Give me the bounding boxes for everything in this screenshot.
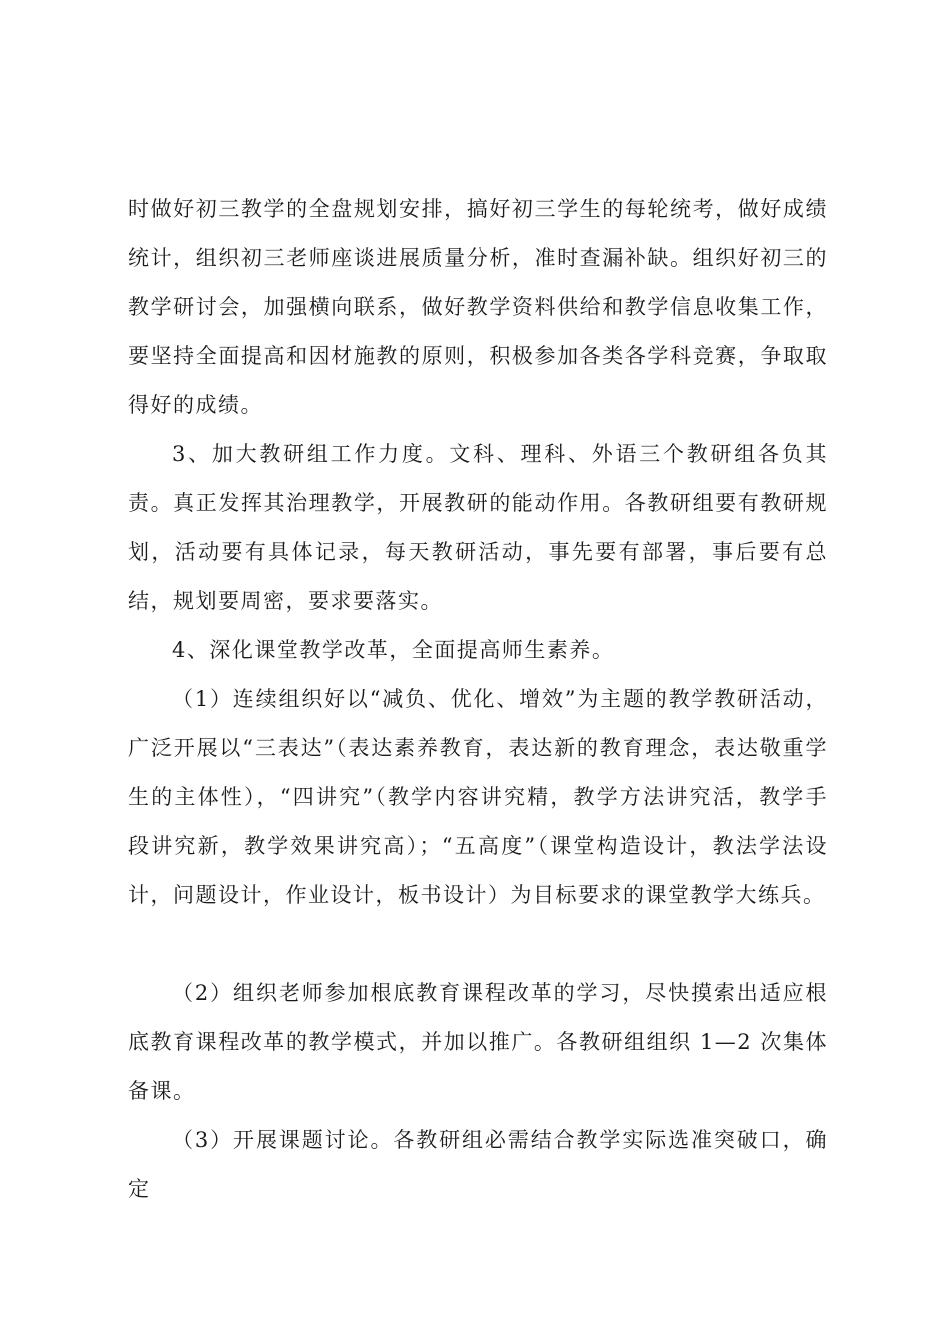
paragraph-2: 3、加大教研组工作力度。文科、理科、外语三个教研组各负其责。真正发挥其治理教学，开展教研的能动作用。各教研组要有教研规划，活动要有具体记录，每天教研活动，事先要有部署，事后要有总结，规划要周密，要求要落实。 xyxy=(128,442,828,613)
paragraph-6: （3）开展课题讨论。各教研组必需结合教学实际选准突破口，确定 xyxy=(128,1128,828,1201)
paragraph-4: （1）连续组织好以“减负、优化、增效”为主题的教学教研活动，广泛开展以“三表达”（表达素养教育，表达新的教育理念，表达敬重学生的主体性），“四讲究”（教学内容讲究精，教学方法讲究活，教学手段讲究新，教学效果讲究高）；“五高度”（课堂构造设计，教法学法设计，问题设计，作业设计，板书设计）为目标要求的课堂教学大练兵。 xyxy=(128,687,828,907)
paragraph-1: 时做好初三教学的全盘规划安排，搞好初三学生的每轮统考，做好成绩统计，组织初三老师座谈进展质量分析，准时查漏补缺。组织好初三的教学研讨会，加强横向联系，做好教学资料供给和教学信息收集工作，要坚持全面提高和因材施教的原则，积极参加各类各学科竞赛，争取取得好的成绩。 xyxy=(128,197,828,417)
paragraph-5: （2）组织老师参加根底教育课程改革的学习，尽快摸索出适应根底教育课程改革的教学模式，并加以推广。各教研组组织 1—2 次集体备课。 xyxy=(128,981,828,1103)
paragraph-3: 4、深化课堂教学改革，全面提高师生素养。 xyxy=(172,638,615,662)
